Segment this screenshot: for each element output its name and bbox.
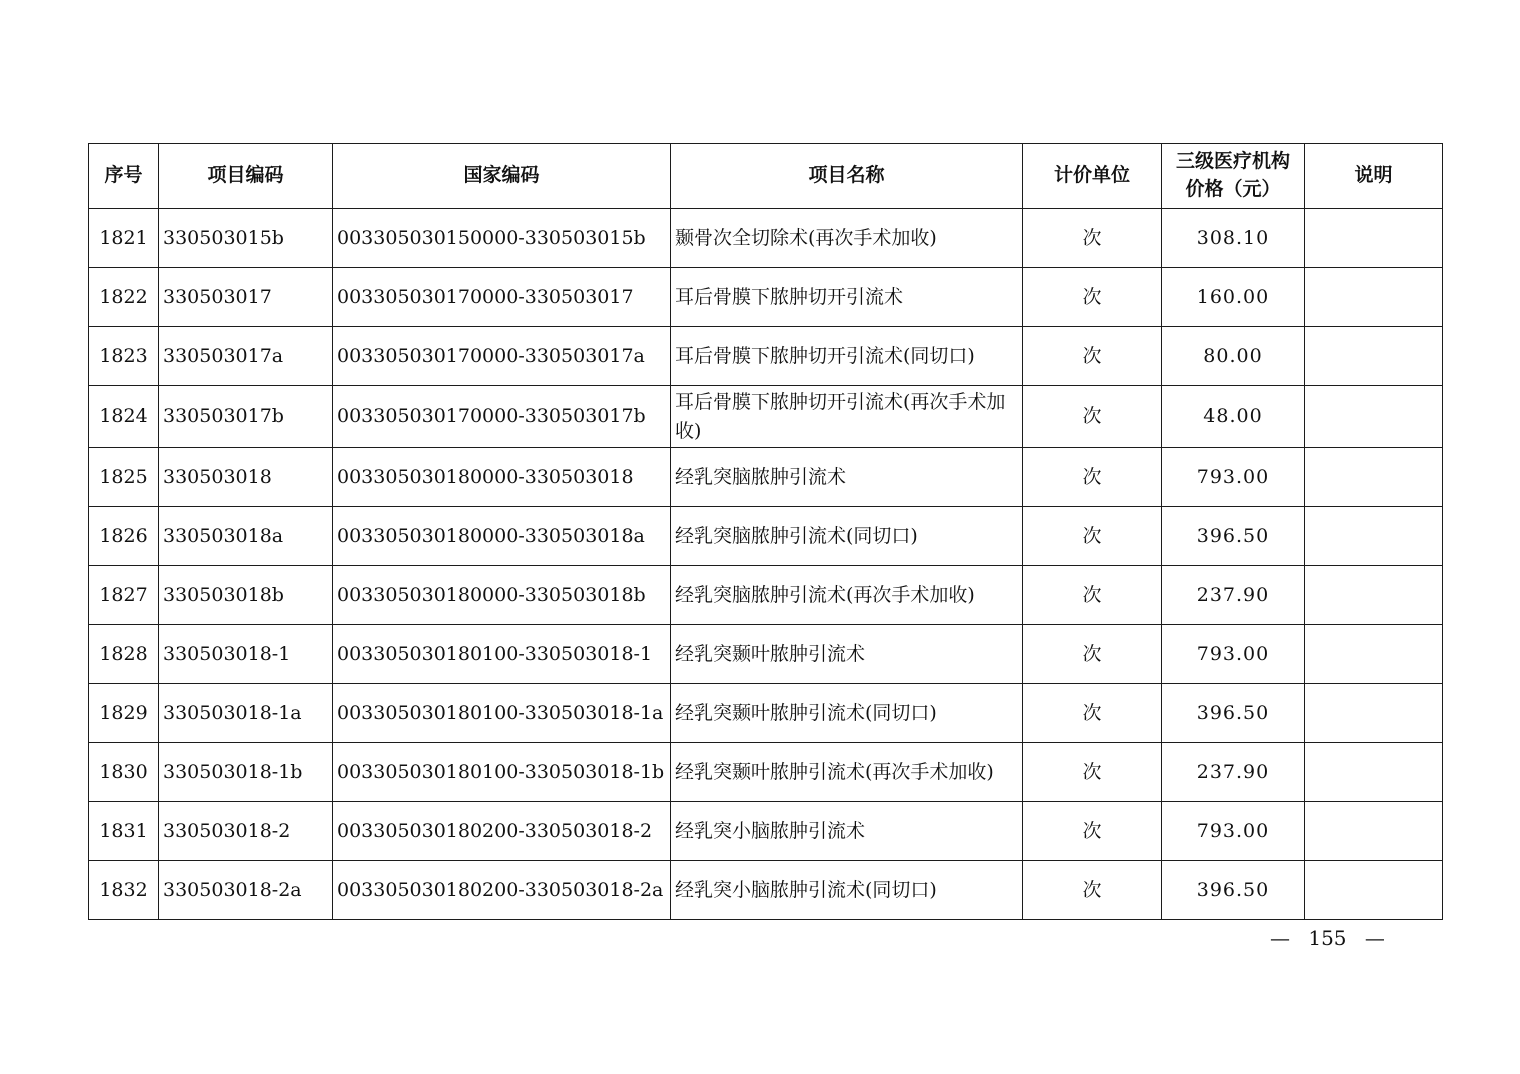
cell-seq: 1826 — [89, 507, 159, 566]
cell-national_code: 003305030180200-330503018-2a — [333, 861, 671, 920]
cell-national_code: 003305030180200-330503018-2 — [333, 802, 671, 861]
cell-national_code: 003305030170000-330503017a — [333, 327, 671, 386]
cell-price: 237.90 — [1162, 743, 1305, 802]
cell-note — [1305, 327, 1443, 386]
cell-unit: 次 — [1023, 386, 1162, 448]
cell-national_code: 003305030170000-330503017 — [333, 268, 671, 327]
table-row — [89, 507, 1443, 566]
cell-unit: 次 — [1023, 268, 1162, 327]
cell-item_code: 330503018 — [159, 448, 333, 507]
cell-national_code: 003305030170000-330503017b — [333, 386, 671, 448]
cell-price: 308.10 — [1162, 209, 1305, 268]
cell-price: 80.00 — [1162, 327, 1305, 386]
cell-price: 793.00 — [1162, 448, 1305, 507]
cell-item_code: 330503017b — [159, 386, 333, 448]
cell-seq: 1822 — [89, 268, 159, 327]
table-row — [89, 566, 1443, 625]
cell-note — [1305, 743, 1443, 802]
cell-item_name: 颞骨次全切除术(再次手术加收) — [671, 209, 1023, 268]
table-row — [89, 268, 1443, 327]
cell-item_code: 330503015b — [159, 209, 333, 268]
column-header-item-code: 项目编码 — [159, 144, 333, 209]
cell-item_code: 330503018-1a — [159, 684, 333, 743]
cell-item_name: 耳后骨膜下脓肿切开引流术(再次手术加收) — [671, 386, 1023, 448]
column-header-note: 说明 — [1305, 144, 1443, 209]
cell-seq: 1827 — [89, 566, 159, 625]
cell-seq: 1823 — [89, 327, 159, 386]
table-row — [89, 209, 1443, 268]
cell-note — [1305, 386, 1443, 448]
cell-item_name: 耳后骨膜下脓肿切开引流术 — [671, 268, 1023, 327]
cell-price: 160.00 — [1162, 268, 1305, 327]
cell-item_name: 经乳突脑脓肿引流术(再次手术加收) — [671, 566, 1023, 625]
cell-unit: 次 — [1023, 209, 1162, 268]
cell-note — [1305, 684, 1443, 743]
cell-national_code: 003305030180100-330503018-1b — [333, 743, 671, 802]
header-row — [89, 144, 1443, 209]
cell-item_code: 330503018-1b — [159, 743, 333, 802]
table-row — [89, 743, 1443, 802]
cell-unit: 次 — [1023, 507, 1162, 566]
cell-item_code: 330503017a — [159, 327, 333, 386]
cell-note — [1305, 448, 1443, 507]
cell-item_name: 经乳突脑脓肿引流术(同切口) — [671, 507, 1023, 566]
cell-unit: 次 — [1023, 743, 1162, 802]
cell-note — [1305, 625, 1443, 684]
cell-item_code: 330503018a — [159, 507, 333, 566]
cell-price: 793.00 — [1162, 802, 1305, 861]
cell-unit: 次 — [1023, 327, 1162, 386]
cell-seq: 1821 — [89, 209, 159, 268]
page-number: — 155 — — [1270, 926, 1385, 950]
cell-price: 237.90 — [1162, 566, 1305, 625]
cell-price: 396.50 — [1162, 684, 1305, 743]
cell-note — [1305, 802, 1443, 861]
cell-price: 48.00 — [1162, 386, 1305, 448]
cell-national_code: 003305030180100-330503018-1 — [333, 625, 671, 684]
cell-item_name: 经乳突小脑脓肿引流术(同切口) — [671, 861, 1023, 920]
column-header-seq: 序号 — [89, 144, 159, 209]
cell-unit: 次 — [1023, 448, 1162, 507]
cell-national_code: 003305030180000-330503018a — [333, 507, 671, 566]
cell-note — [1305, 861, 1443, 920]
cell-item_code: 330503018b — [159, 566, 333, 625]
column-header-unit: 计价单位 — [1023, 144, 1162, 209]
column-header-national-code: 国家编码 — [333, 144, 671, 209]
column-header-price: 三级医疗机构价格（元） — [1162, 144, 1305, 209]
cell-seq: 1830 — [89, 743, 159, 802]
cell-seq: 1824 — [89, 386, 159, 448]
cell-national_code: 003305030180000-330503018b — [333, 566, 671, 625]
table-row — [89, 327, 1443, 386]
cell-price: 396.50 — [1162, 861, 1305, 920]
cell-item_name: 经乳突脑脓肿引流术 — [671, 448, 1023, 507]
cell-seq: 1831 — [89, 802, 159, 861]
cell-unit: 次 — [1023, 861, 1162, 920]
table-row — [89, 448, 1443, 507]
cell-note — [1305, 209, 1443, 268]
cell-seq: 1825 — [89, 448, 159, 507]
cell-national_code: 003305030150000-330503015b — [333, 209, 671, 268]
table-row — [89, 802, 1443, 861]
cell-seq: 1828 — [89, 625, 159, 684]
cell-item_code: 330503017 — [159, 268, 333, 327]
cell-note — [1305, 507, 1443, 566]
cell-unit: 次 — [1023, 625, 1162, 684]
cell-item_code: 330503018-2 — [159, 802, 333, 861]
cell-item_name: 经乳突小脑脓肿引流术 — [671, 802, 1023, 861]
cell-national_code: 003305030180100-330503018-1a — [333, 684, 671, 743]
table-row — [89, 625, 1443, 684]
cell-item_name: 经乳突颞叶脓肿引流术(再次手术加收) — [671, 743, 1023, 802]
cell-seq: 1832 — [89, 861, 159, 920]
cell-item_code: 330503018-1 — [159, 625, 333, 684]
cell-item_name: 耳后骨膜下脓肿切开引流术(同切口) — [671, 327, 1023, 386]
cell-note — [1305, 566, 1443, 625]
cell-note — [1305, 268, 1443, 327]
cell-seq: 1829 — [89, 684, 159, 743]
table-body — [89, 209, 1443, 920]
cell-item_code: 330503018-2a — [159, 861, 333, 920]
cell-unit: 次 — [1023, 684, 1162, 743]
table-row — [89, 386, 1443, 448]
cell-national_code: 003305030180000-330503018 — [333, 448, 671, 507]
cell-price: 793.00 — [1162, 625, 1305, 684]
table-row — [89, 684, 1443, 743]
column-header-item-name: 项目名称 — [671, 144, 1023, 209]
price-table — [88, 143, 1443, 920]
cell-unit: 次 — [1023, 566, 1162, 625]
cell-item_name: 经乳突颞叶脓肿引流术 — [671, 625, 1023, 684]
table-row — [89, 861, 1443, 920]
cell-price: 396.50 — [1162, 507, 1305, 566]
cell-unit: 次 — [1023, 802, 1162, 861]
cell-item_name: 经乳突颞叶脓肿引流术(同切口) — [671, 684, 1023, 743]
